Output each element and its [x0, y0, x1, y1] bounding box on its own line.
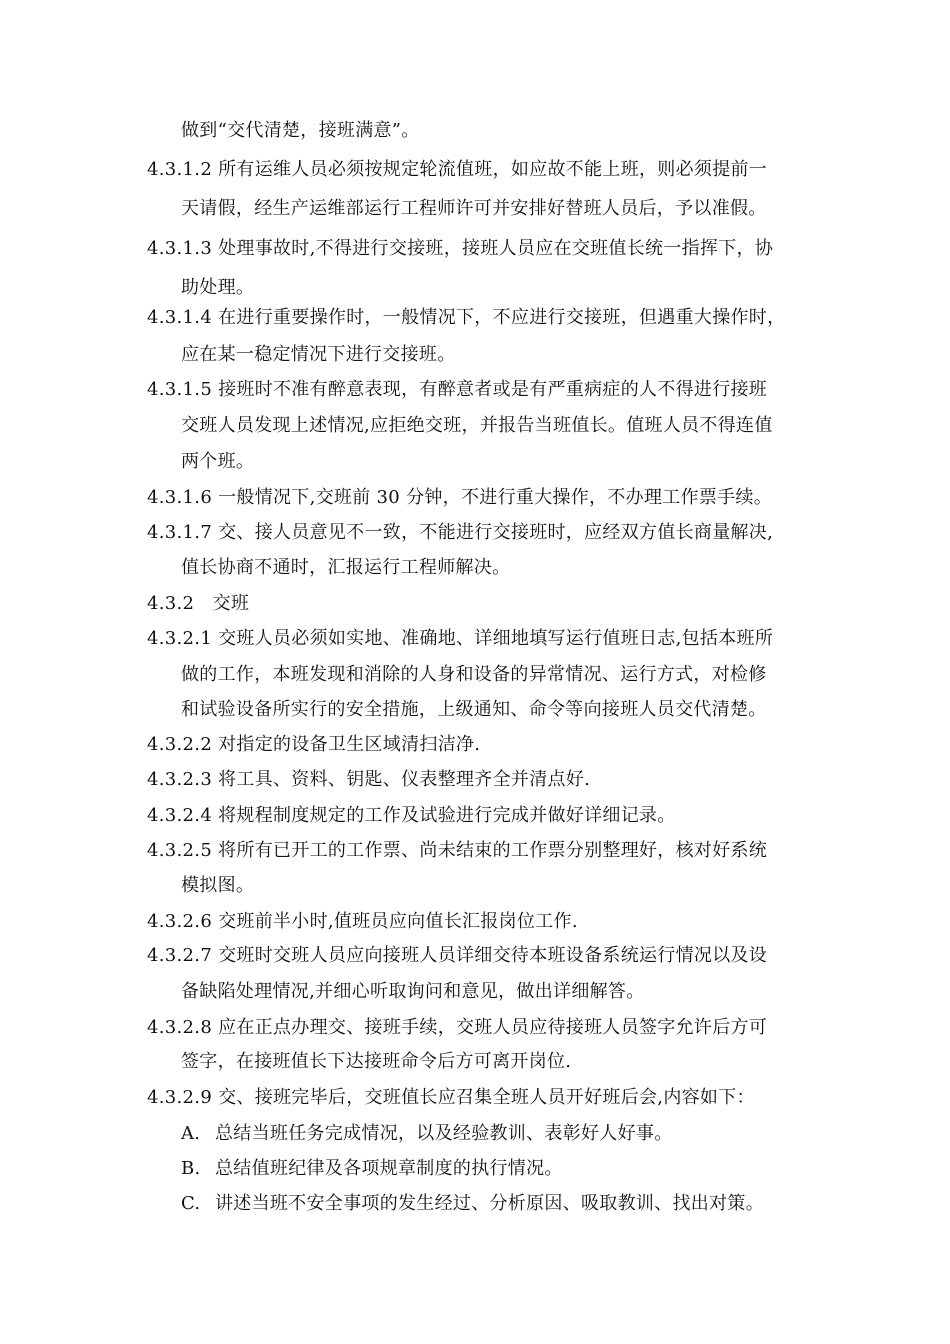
- clause-4-3-2-4: 4.3.2.4 将规程制度规定的工作及试验进行完成并做好详细记录。: [147, 805, 676, 826]
- text-line: 签字，在接班值长下达接班命令后方可离开岗位.: [181, 1051, 572, 1072]
- list-item-text: 总结当班任务完成情况，以及经验教训、表彰好人好事。: [215, 1123, 673, 1144]
- clause-4-3-2-7: 4.3.2.7 交班时交班人员应向接班人员详细交待本班设备系统运行情况以及设: [147, 945, 768, 966]
- text-line: 做的工作，本班发现和消除的人身和设备的异常情况、运行方式，对检修: [181, 664, 767, 685]
- clause-4-3-2-6: 4.3.2.6 交班前半小时,值班员应向值长汇报岗位工作.: [147, 911, 578, 932]
- text-line: 应在某一稳定情况下进行交接班。: [181, 344, 456, 365]
- list-item-label: C.: [181, 1193, 201, 1214]
- list-item-label: B.: [181, 1158, 201, 1179]
- clause-4-3-2-2: 4.3.2.2 对指定的设备卫生区域清扫洁净.: [147, 734, 481, 755]
- text-line: 值长协商不通时，汇报运行工程师解决。: [181, 557, 511, 578]
- clause-4-3-2-9: 4.3.2.9 交、接班完毕后，交班值长应召集全班人员开好班后会,内容如下：: [147, 1087, 755, 1108]
- clause-4-3-2-3: 4.3.2.3 将工具、资料、钥匙、仪表整理齐全并清点好.: [147, 769, 591, 790]
- clause-4-3-2-8: 4.3.2.8 应在正点办理交、接班手续，交班人员应待接班人员签字允许后方可: [147, 1017, 768, 1038]
- list-item-text: 讲述当班不安全事项的发生经过、分析原因、吸取教训、找出对策。: [215, 1193, 764, 1214]
- text-line: 交班人员发现上述情况,应拒绝交班，并报告当班值长。值班人员不得连值: [181, 415, 773, 436]
- list-item-label: A.: [181, 1123, 201, 1144]
- text-line: 模拟图。: [181, 875, 255, 896]
- text-line: 天请假，经生产运维部运行工程师许可并安排好替班人员后，予以准假。: [181, 198, 767, 219]
- text-line: 和试验设备所实行的安全措施，上级通知、命令等向接班人员交代清楚。: [181, 699, 767, 720]
- clause-4-3-2-1: 4.3.2.1 交班人员必须如实地、准确地、详细地填写运行值班日志,包括本班所: [147, 628, 774, 649]
- clause-4-3-2-5: 4.3.2.5 将所有已开工的工作票、尚未结束的工作票分别整理好，核对好系统: [147, 840, 768, 861]
- text-line: 备缺陷处理情况,并细心听取询问和意见，做出详细解答。: [181, 981, 645, 1002]
- text-line: 两个班。: [181, 451, 255, 472]
- list-item: [181, 1192, 764, 1216]
- clause-4-3-1-2: 4.3.1.2 所有运维人员必须按规定轮流值班，如应故不能上班，则必须提前一: [147, 159, 768, 180]
- clause-4-3-1-6: 4.3.1.6 一般情况下,交班前 30 分钟，不进行重大操作，不办理工作票手续。: [147, 487, 773, 508]
- clause-4-3-1-5: 4.3.1.5 接班时不准有醉意表现，有醉意者或是有严重病症的人不得进行接班: [147, 379, 768, 400]
- clause-4-3-1-3: 4.3.1.3 处理事故时,不得进行交接班，接班人员应在交班值长统一指挥下，协: [147, 238, 774, 259]
- text-line: 做到“交代清楚，接班满意”。: [181, 120, 420, 141]
- text-line: 助处理。: [181, 277, 255, 298]
- list-item: [181, 1122, 673, 1146]
- clause-4-3-1-7: 4.3.1.7 交、接人员意见不一致，不能进行交接班时，应经双方值长商量解决,: [147, 522, 774, 543]
- section-heading-4-3-2: 4.3.2 交班: [147, 593, 250, 614]
- list-item-text: 总结值班纪律及各项规章制度的执行情况。: [215, 1158, 563, 1179]
- clause-4-3-1-4: 4.3.1.4 在进行重要操作时，一般情况下，不应进行交接班，但遇重大操作时，: [147, 307, 786, 328]
- list-item: [181, 1157, 563, 1181]
